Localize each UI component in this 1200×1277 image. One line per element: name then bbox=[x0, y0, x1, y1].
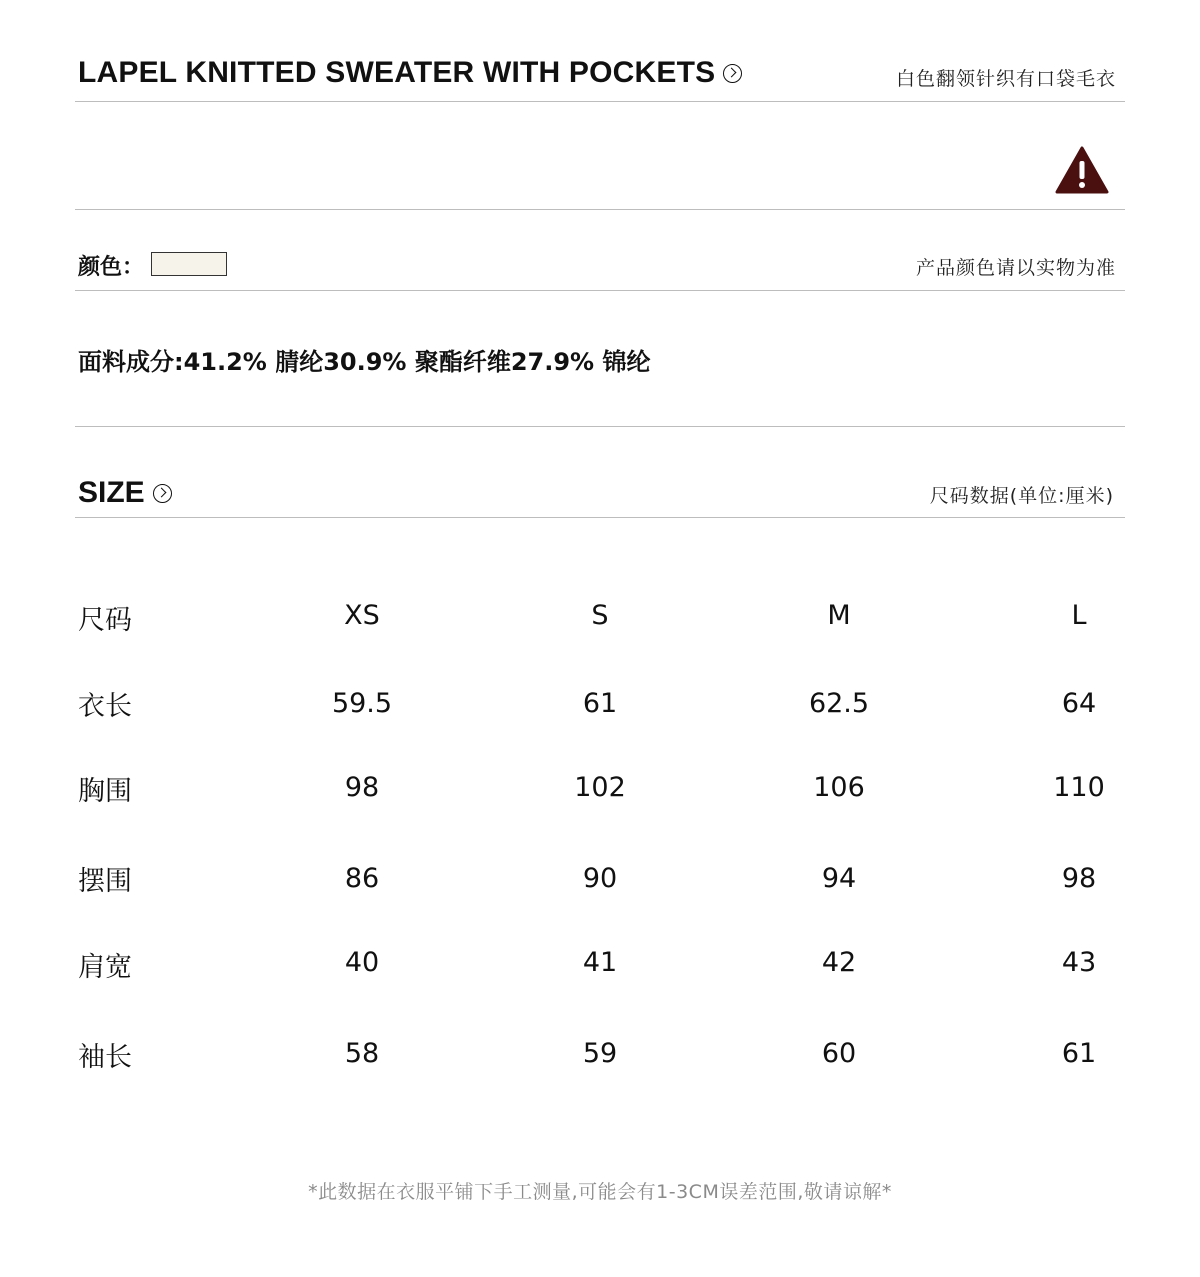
table-cell: 64 bbox=[1061, 688, 1097, 719]
table-cell: 106 bbox=[813, 772, 865, 803]
row-label: 衣长 bbox=[78, 691, 132, 722]
size-header-label: 尺码 bbox=[78, 605, 132, 636]
product-title-cn: 白色翻领针织有口袋毛衣 bbox=[895, 68, 1116, 90]
table-cell: 42 bbox=[821, 947, 857, 978]
table-cell: 61 bbox=[582, 688, 618, 719]
row-label: 胸围 bbox=[78, 776, 132, 807]
fabric-composition: 面料成分:41.2% 腈纶30.9% 聚酯纤维27.9% 锦纶 bbox=[78, 348, 651, 376]
size-title-text: SIZE bbox=[78, 476, 145, 509]
divider bbox=[75, 517, 1125, 518]
divider bbox=[75, 426, 1125, 427]
color-note: 产品颜色请以实物为准 bbox=[915, 257, 1116, 279]
table-cell: 40 bbox=[344, 947, 380, 978]
size-header-cell: S bbox=[591, 600, 609, 631]
table-cell: 98 bbox=[1061, 863, 1097, 894]
table-cell: 94 bbox=[821, 863, 857, 894]
size-header-cell: M bbox=[827, 600, 851, 631]
divider bbox=[75, 101, 1125, 102]
table-cell: 59.5 bbox=[331, 688, 393, 719]
table-cell: 90 bbox=[582, 863, 618, 894]
table-cell: 98 bbox=[344, 772, 380, 803]
product-title bbox=[78, 56, 742, 90]
warning-triangle-icon bbox=[1055, 146, 1109, 194]
table-cell: 59 bbox=[582, 1038, 618, 1069]
row-label: 袖长 bbox=[78, 1042, 132, 1073]
divider bbox=[75, 209, 1125, 210]
size-header-cell: XS bbox=[344, 600, 380, 631]
divider bbox=[75, 290, 1125, 291]
chevron-right-circle-icon[interactable] bbox=[723, 64, 742, 83]
color-swatch bbox=[151, 252, 227, 276]
table-cell: 102 bbox=[574, 772, 626, 803]
size-unit-note: 尺码数据(单位:厘米) bbox=[929, 485, 1114, 507]
table-cell: 41 bbox=[582, 947, 618, 978]
row-label: 肩宽 bbox=[78, 952, 132, 983]
measurement-footnote: *此数据在衣服平铺下手工测量,可能会有1-3CM误差范围,敬请谅解* bbox=[308, 1181, 892, 1203]
size-section-title bbox=[78, 476, 172, 510]
table-cell: 62.5 bbox=[808, 688, 870, 719]
product-title-text: LAPEL KNITTED SWEATER WITH POCKETS bbox=[78, 56, 716, 89]
table-cell: 43 bbox=[1061, 947, 1097, 978]
table-cell: 61 bbox=[1061, 1038, 1097, 1069]
size-header-cell: L bbox=[1071, 600, 1087, 631]
chevron-right-circle-icon[interactable] bbox=[153, 484, 172, 503]
color-label: 颜色： bbox=[78, 255, 145, 280]
row-label: 摆围 bbox=[78, 866, 132, 897]
table-cell: 86 bbox=[344, 863, 380, 894]
table-cell: 110 bbox=[1053, 772, 1105, 803]
table-cell: 60 bbox=[821, 1038, 857, 1069]
table-cell: 58 bbox=[344, 1038, 380, 1069]
